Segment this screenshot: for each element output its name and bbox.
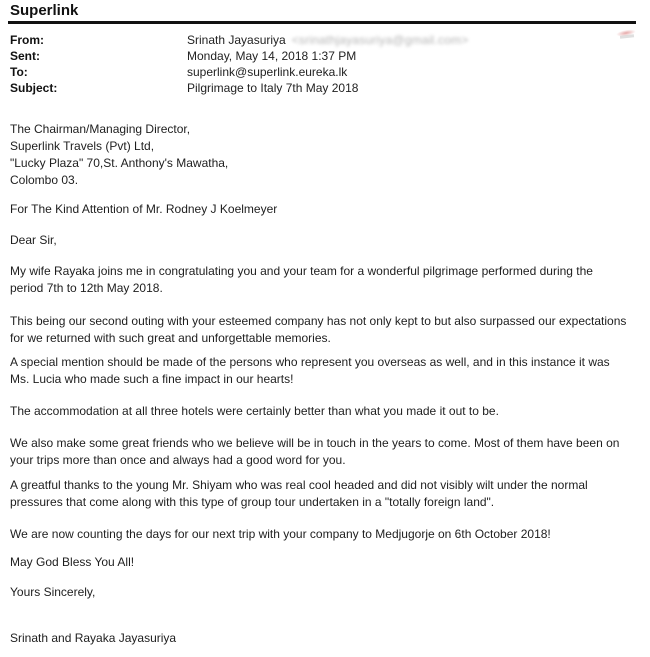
sender-email-redacted: <srinathjayasuriya@gmail.com> [291,33,469,47]
subject-value: Pilgrimage to Italy 7th May 2018 [187,81,359,95]
sender-name: Srinath Jayasuriya [187,33,286,47]
paragraph-text: A special mention should be made of the persons who represent you overseas as well, and in this instance it was Ms. Lucia who made such a fine impact in our hearts! [10,355,610,386]
to-label: To: [10,65,28,79]
paragraph [10,403,630,420]
attention-line: For The Kind Attention of Mr. Rodney J Koelmeyer [10,202,278,216]
recipient-address [10,121,630,189]
address-line: "Lucky Plaza" 70,St. Anthony's Mawatha, [10,156,229,170]
signature: Srinath and Rayaka Jayasuriya [10,631,177,645]
scan-smudge [620,34,634,38]
subject-label: Subject: [10,81,58,95]
paragraph [10,263,628,297]
paragraph-text: My wife Rayaka joins me in congratulating you and your team for a wonderful pilgrimage performed during the period 7th to 12th May 2018. [10,264,593,295]
title-divider [8,21,636,24]
paragraph [10,477,630,511]
closing: Yours Sincerely, [10,585,96,599]
address-line: Colombo 03. [10,173,79,187]
to-value: superlink@superlink.eureka.lk [187,65,348,79]
org-title: Superlink [10,2,79,19]
address-line: Superlink Travels (Pvt) Ltd, [10,139,155,153]
paragraph [10,435,628,469]
from-value [187,33,468,47]
blessing: May God Bless You All! [10,555,135,569]
paragraph [10,354,622,388]
paragraph-text: We also make some great friends who we believe will be in touch in the years to come. Most of them have been on your trips more than once and always had a good word for you. [10,436,620,467]
sent-label: Sent: [10,49,40,63]
paragraph-text: This being our second outing with your esteemed company has not only kept to but also surpassed our expectations for we returned with such great and unforgettable memories. [10,314,627,345]
sent-value: Monday, May 14, 2018 1:37 PM [187,49,357,63]
salutation: Dear Sir, [10,233,57,247]
address-line: The Chairman/Managing Director, [10,122,191,136]
paragraph [10,526,630,543]
paragraph-text: We are now counting the days for our next trip with your company to Medjugorje on 6th October 2018! [10,527,551,541]
paragraph [10,313,628,347]
paragraph-text: A greatful thanks to the young Mr. Shiyam who was real cool headed and did not visibly wilt under the normal pressures that come along with this type of group tour undertaken in a "totally foreign land". [10,478,588,509]
from-label: From: [10,33,44,47]
paragraph-text: The accommodation at all three hotels were certainly better than what you made it out to be. [10,404,499,418]
